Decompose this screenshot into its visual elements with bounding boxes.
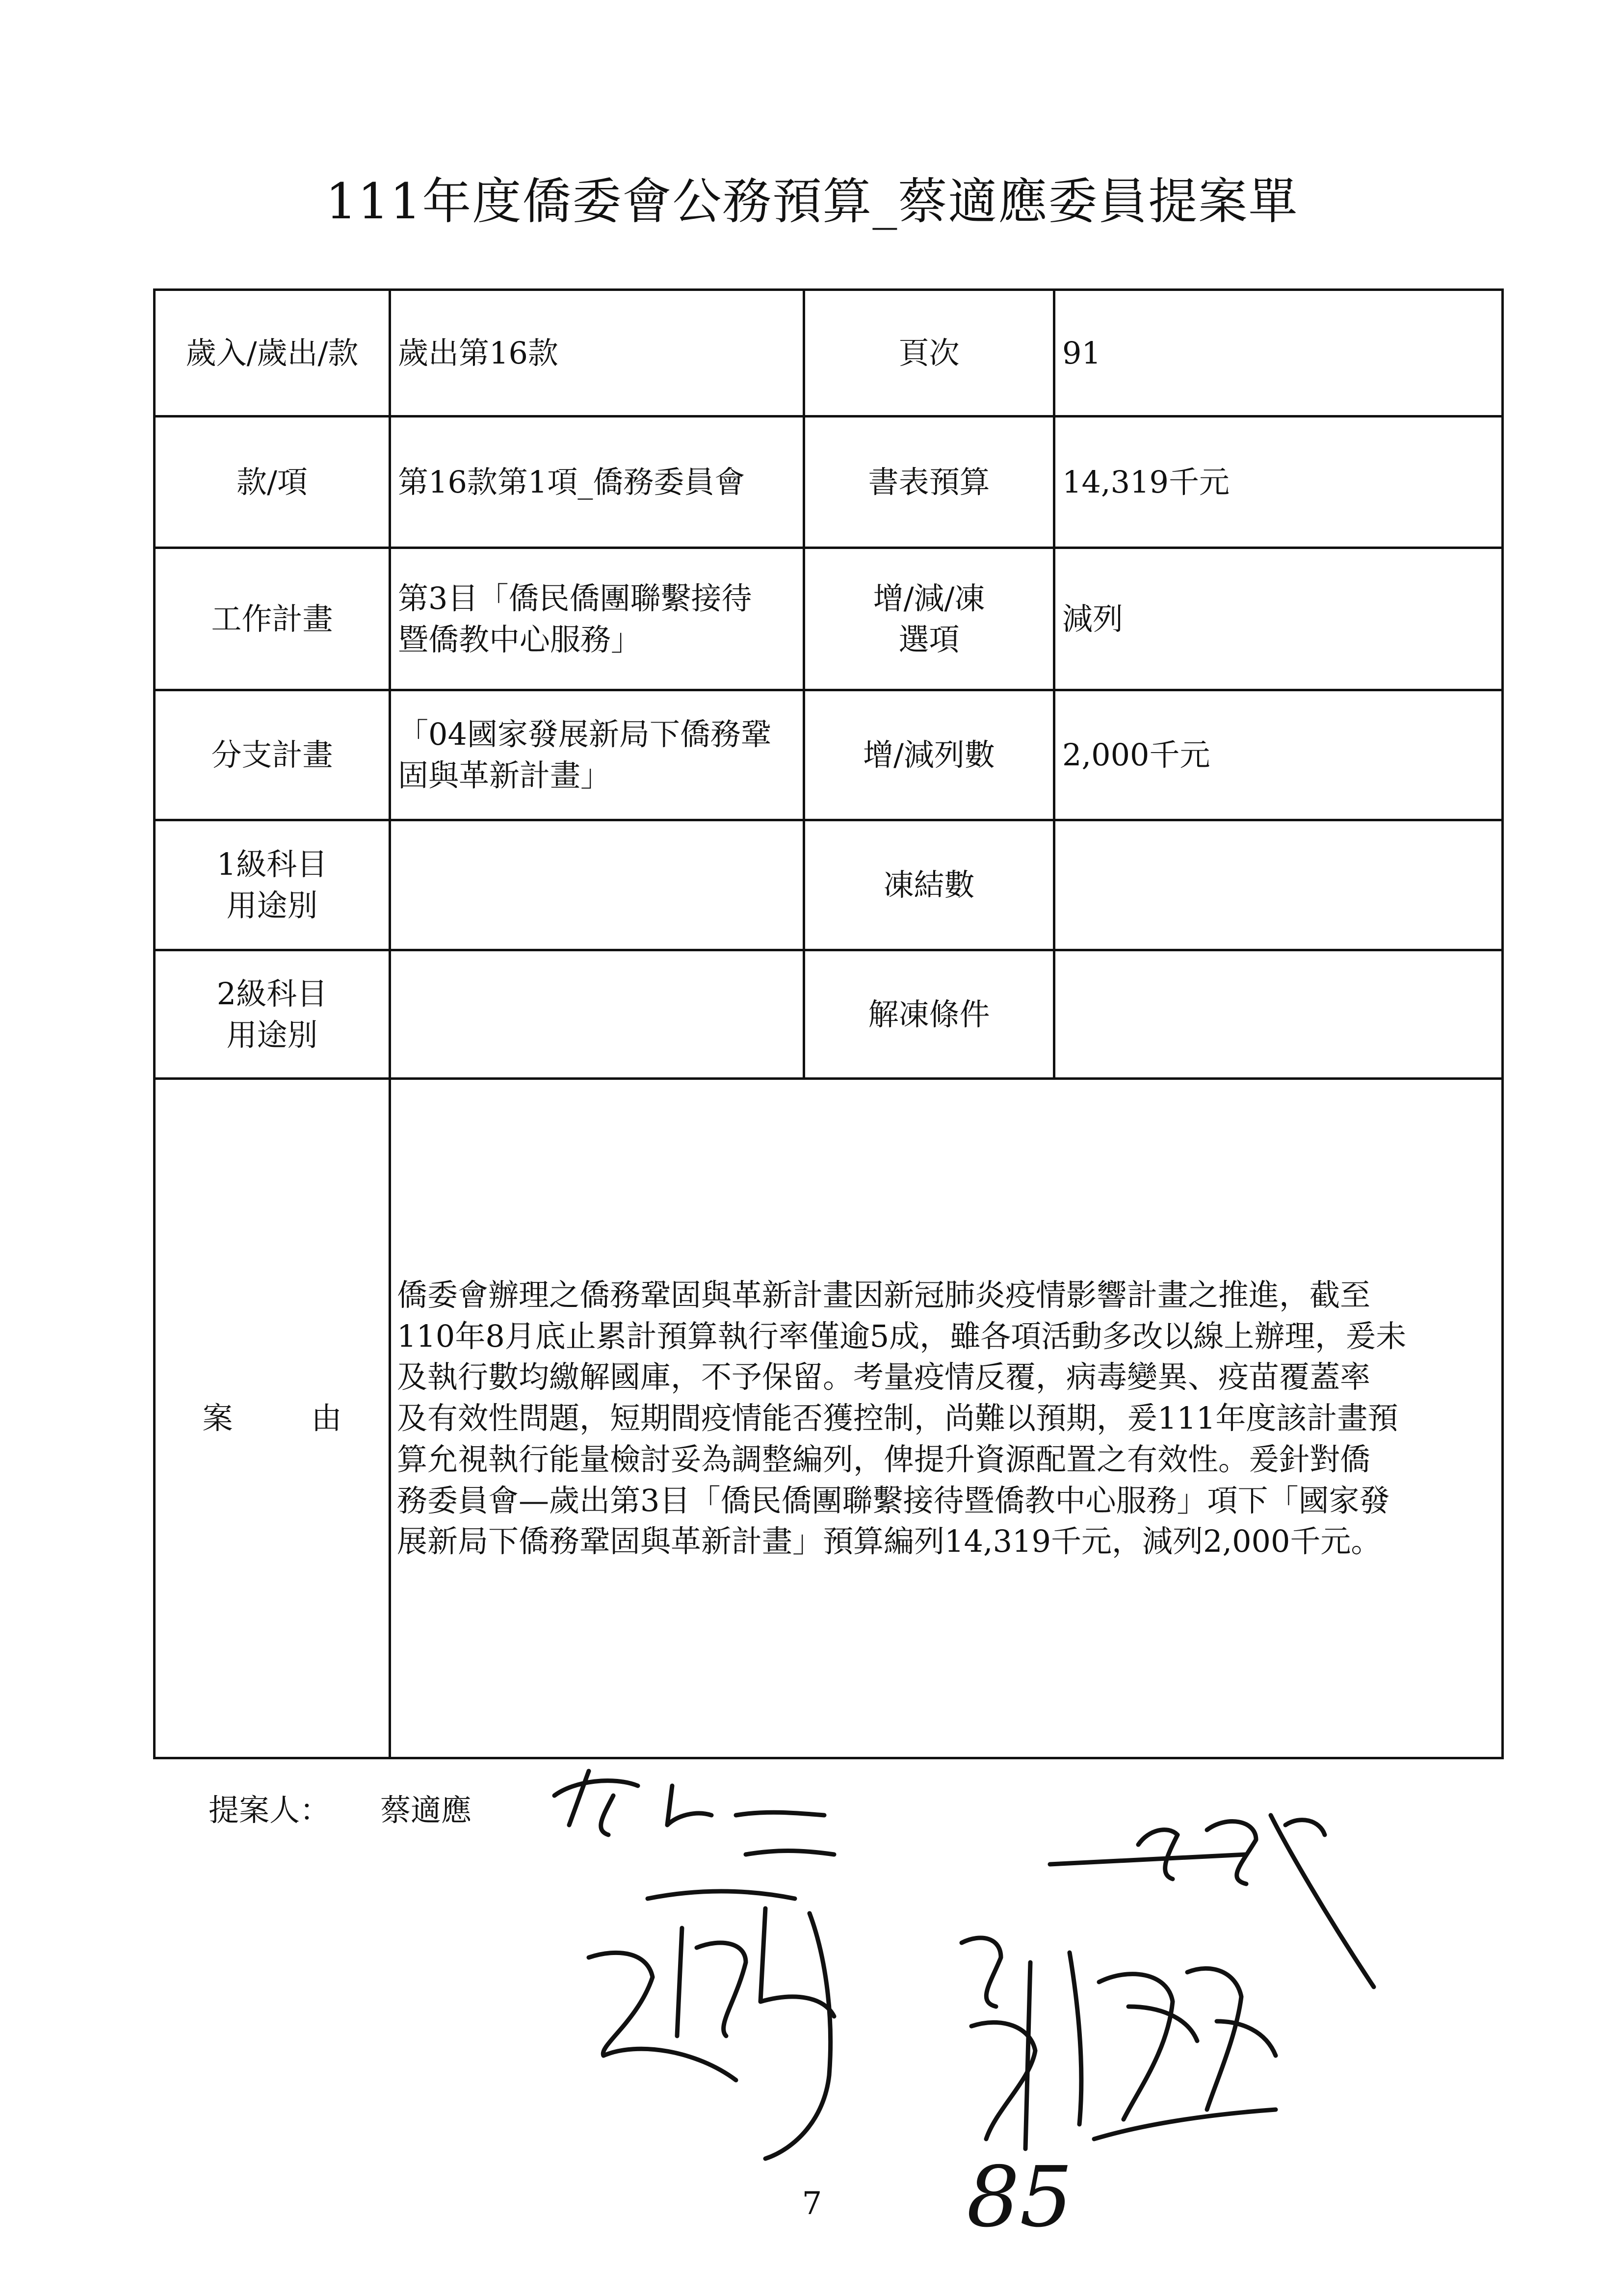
proposer-name: 蔡適應	[380, 1792, 472, 1828]
label-work-plan: 工作計畫	[155, 548, 390, 690]
label-adjust-amount: 增/減列數	[804, 690, 1054, 820]
reason-line: 僑委會辦理之僑務鞏固與革新計畫因新冠肺炎疫情影響計畫之推進，截至	[397, 1277, 1371, 1313]
reason-line: 及有效性問題，短期間疫情能否獲控制，尚難以預期，爰111年度該計畫預	[397, 1400, 1398, 1436]
value-work-plan-line-1: 第3目「僑民僑團聯繫接待	[398, 580, 752, 616]
label-level1-subject-line-2: 用途別	[226, 887, 318, 923]
signature-1	[554, 1771, 834, 1854]
value-sub-plan-line-1: 「04國家發展新局下僑務鞏	[398, 716, 771, 753]
reason-line: 務委員會—歲出第3目「僑民僑團聯繫接待暨僑教中心服務」項下「國家發	[397, 1482, 1390, 1518]
signature-4	[962, 1938, 1276, 2149]
label-level2-subject-line-1: 2級科目	[216, 975, 328, 1012]
value-statement-budget: 14,319千元	[1054, 417, 1503, 548]
handwritten-page-number: 85	[967, 2149, 1073, 2246]
value-adjust-option: 減列	[1054, 548, 1503, 690]
label-adjust-option-line-2: 選項	[898, 621, 960, 657]
label-item-section: 款/項	[155, 417, 390, 548]
value-page: 91	[1054, 290, 1503, 417]
label-level2-subject-line-2: 用途別	[226, 1017, 318, 1053]
value-item-section: 第16款第1項_僑務委員會	[390, 417, 804, 548]
value-adjust-amount: 2,000千元	[1054, 690, 1503, 820]
signature-3	[1050, 1815, 1374, 1987]
label-reason-char-1: 案	[202, 1400, 233, 1436]
label-sub-plan: 分支計畫	[155, 690, 390, 820]
reason-line: 110年8月底止累計預算執行率僅逾5成，雖各項活動多改以線上辦理，爰未	[397, 1318, 1407, 1354]
value-work-plan-line-2: 暨僑教中心服務」	[398, 621, 642, 657]
label-level1-subject-line-1: 1級科目	[216, 846, 328, 883]
label-revenue-expense-item: 歲入/歲出/款	[155, 290, 390, 417]
value-revenue-expense-item: 歲出第16款	[390, 290, 804, 417]
document-title: 111年度僑委會公務預算_蔡適應委員提案單	[325, 173, 1299, 230]
label-frozen-amount: 凍結數	[804, 820, 1054, 950]
label-statement-budget: 書表預算	[804, 417, 1054, 548]
value-sub-plan-line-2: 固與革新計畫」	[398, 757, 611, 793]
label-unfreeze-condition: 解凍條件	[804, 950, 1054, 1079]
label-adjust-option-line-1: 增/減/凍	[873, 580, 985, 616]
page-number: 7	[802, 2186, 822, 2222]
reason-line: 及執行數均繳解國庫，不予保留。考量疫情反覆，病毒變異、疫苗覆蓋率	[397, 1359, 1371, 1395]
signature-2	[589, 1891, 834, 2159]
reason-line: 算允視執行能量檢討妥為調整編列，俾提升資源配置之有效性。爰針對僑	[397, 1441, 1371, 1477]
label-reason-char-2: 由	[311, 1400, 342, 1436]
reason-line: 展新局下僑務鞏固與革新計畫」預算編列14,319千元，減列2,000千元。	[397, 1523, 1382, 1560]
label-page: 頁次	[804, 290, 1054, 417]
proposer-label: 提案人：	[209, 1792, 331, 1828]
